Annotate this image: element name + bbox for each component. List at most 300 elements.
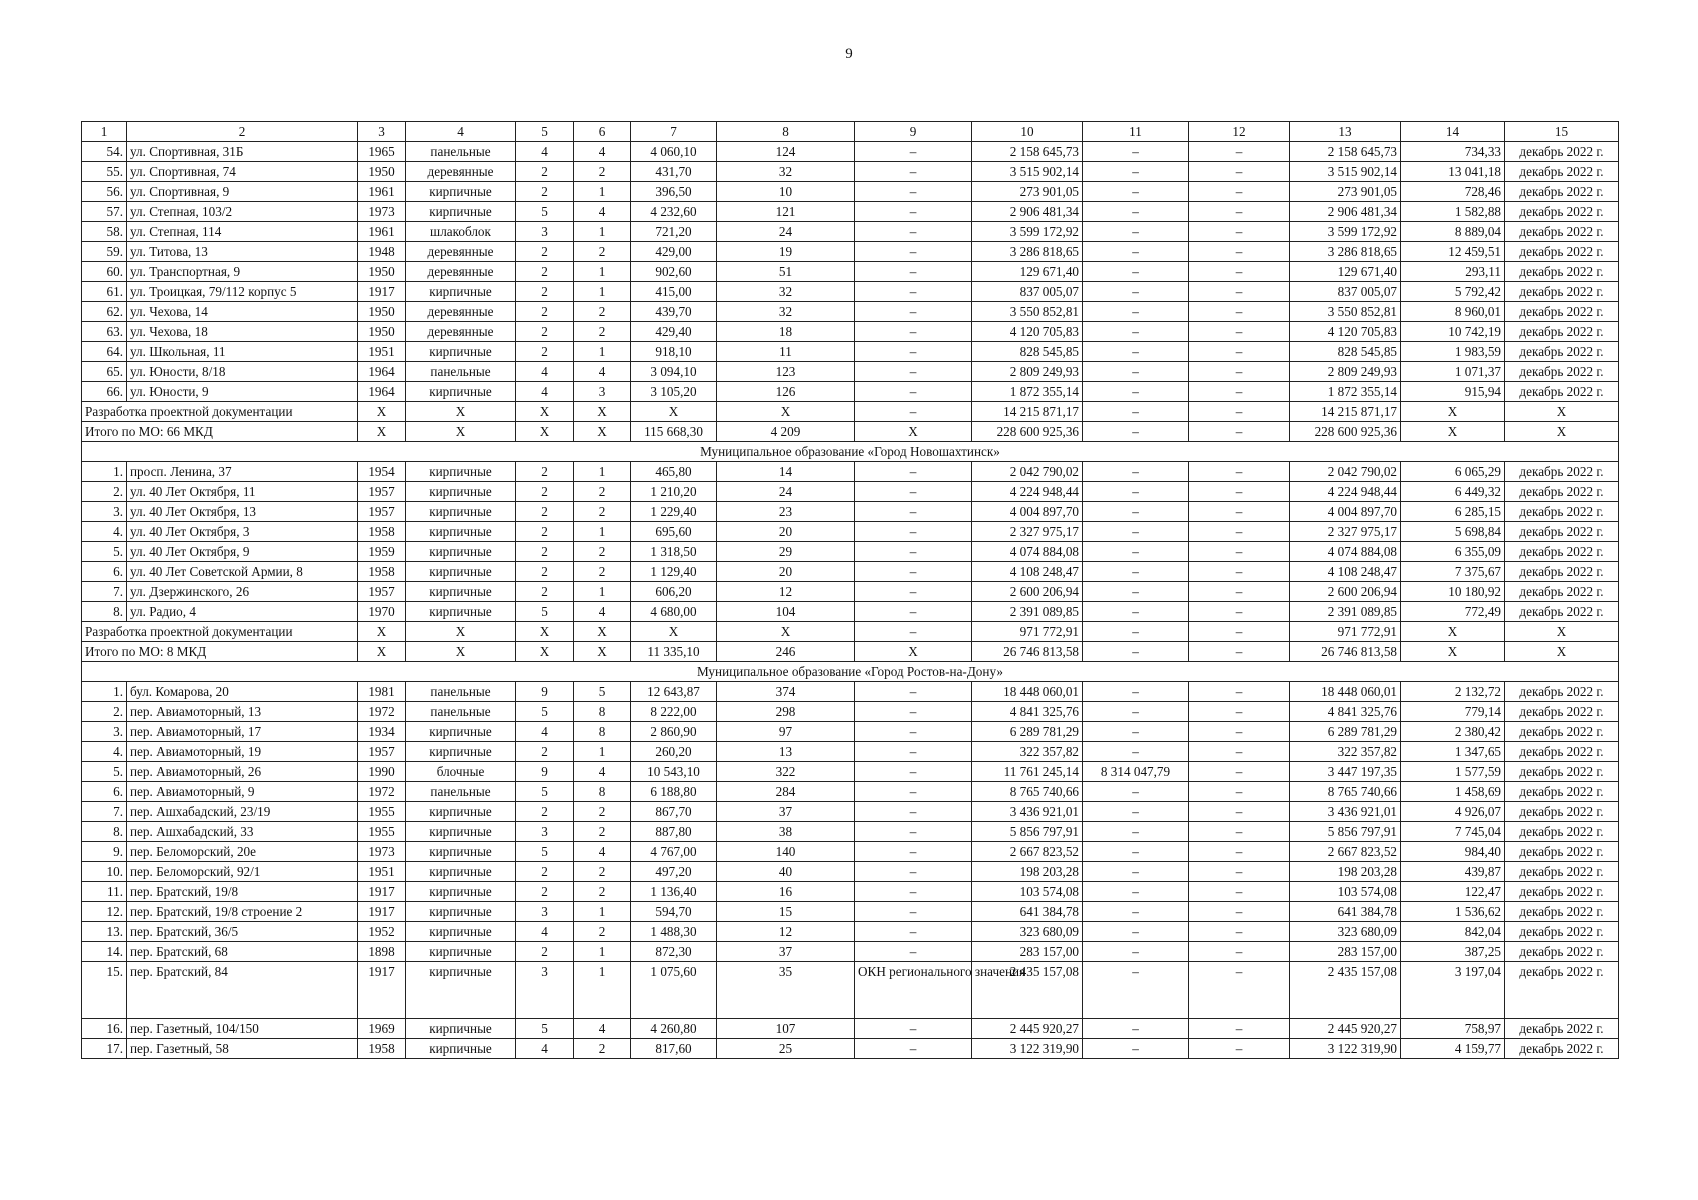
table-cell: кирпичные [406, 602, 516, 622]
table-cell: декабрь 2022 г. [1505, 162, 1619, 182]
table-cell: 3 [516, 222, 574, 242]
table-row [82, 582, 1619, 602]
table-cell: 140 [717, 842, 855, 862]
table-cell: 2 [574, 162, 631, 182]
table-cell: – [1083, 302, 1189, 322]
table-row [82, 382, 1619, 402]
table-cell: 1990 [358, 762, 406, 782]
table-row [82, 562, 1619, 582]
table-cell: 3 286 818,65 [972, 242, 1083, 262]
table-cell: 1 582,88 [1401, 202, 1505, 222]
table-cell: 867,70 [631, 802, 717, 822]
table-cell: ОКН регионального значения [855, 962, 972, 1019]
table-cell: – [1189, 162, 1290, 182]
table-cell: 8. [82, 822, 127, 842]
table-cell: 273 901,05 [1290, 182, 1401, 202]
table-row [82, 222, 1619, 242]
table-cell: ул. Спортивная, 74 [127, 162, 358, 182]
summary-label: Разработка проектной документации [82, 402, 358, 422]
table-cell: 1917 [358, 882, 406, 902]
table-cell: 2 [516, 522, 574, 542]
table-cell: декабрь 2022 г. [1505, 522, 1619, 542]
table-cell: декабрь 2022 г. [1505, 882, 1619, 902]
column-number-header: 2 [127, 122, 358, 142]
table-cell: 8. [82, 602, 127, 622]
table-cell: 1 318,50 [631, 542, 717, 562]
table-cell: 7. [82, 582, 127, 602]
table-cell: 1917 [358, 962, 406, 1019]
table-cell: 2 042 790,02 [1290, 462, 1401, 482]
table-cell: Х [855, 422, 972, 442]
table-cell: 11 [717, 342, 855, 362]
table-cell: 2 [516, 802, 574, 822]
table-cell: 3 105,20 [631, 382, 717, 402]
table-cell: – [1189, 282, 1290, 302]
table-cell: 1 347,65 [1401, 742, 1505, 762]
table-cell: 3 [574, 382, 631, 402]
table-cell: 1950 [358, 262, 406, 282]
table-cell: Х [574, 622, 631, 642]
table-cell: – [1083, 562, 1189, 582]
table-cell: 1 872 355,14 [972, 382, 1083, 402]
table-cell: декабрь 2022 г. [1505, 502, 1619, 522]
table-row [82, 802, 1619, 822]
table-cell: ул. Юности, 8/18 [127, 362, 358, 382]
table-cell: 4 [574, 762, 631, 782]
column-number-header: 14 [1401, 122, 1505, 142]
table-cell: 4 004 897,70 [1290, 502, 1401, 522]
table-cell: Х [717, 402, 855, 422]
table-cell: – [1189, 962, 1290, 1019]
table-cell: декабрь 2022 г. [1505, 942, 1619, 962]
table-cell: 283 157,00 [1290, 942, 1401, 962]
table-cell: деревянные [406, 302, 516, 322]
table-cell: 54. [82, 142, 127, 162]
summary-row [82, 402, 1619, 422]
table-cell: 6 188,80 [631, 782, 717, 802]
table-cell: 1 577,59 [1401, 762, 1505, 782]
table-row [82, 742, 1619, 762]
section-header-row [82, 442, 1619, 462]
table-cell: 2 [574, 302, 631, 322]
table-cell: 695,60 [631, 522, 717, 542]
table-cell: 4 [516, 142, 574, 162]
table-cell: 115 668,30 [631, 422, 717, 442]
table-cell: 1965 [358, 142, 406, 162]
table-cell: 3 197,04 [1401, 962, 1505, 1019]
table-cell: Х [631, 402, 717, 422]
table-cell: 872,30 [631, 942, 717, 962]
municipality-heading: Муниципальное образование «Город Ростов-на-Дону» [82, 662, 1619, 682]
table-cell: – [855, 802, 972, 822]
table-cell: 2 [516, 742, 574, 762]
table-cell: 1958 [358, 562, 406, 582]
table-cell: – [1189, 382, 1290, 402]
table-cell: 3 [516, 902, 574, 922]
table-cell: – [1083, 542, 1189, 562]
table-cell: 2 [516, 262, 574, 282]
table-cell: 3 [516, 962, 574, 1019]
table-cell: – [1083, 422, 1189, 442]
table-cell: кирпичные [406, 962, 516, 1019]
table-cell: 1. [82, 462, 127, 482]
table-cell: 14 [717, 462, 855, 482]
table-cell: 66. [82, 382, 127, 402]
table-cell: 40 [717, 862, 855, 882]
table-cell: блочные [406, 762, 516, 782]
table-row [82, 362, 1619, 382]
table-cell: 65. [82, 362, 127, 382]
table-cell: 1957 [358, 742, 406, 762]
table-cell: 3 094,10 [631, 362, 717, 382]
table-cell: 13 [717, 742, 855, 762]
table-cell: ул. 40 Лет Октября, 11 [127, 482, 358, 502]
table-cell: 4 [574, 142, 631, 162]
table-cell: декабрь 2022 г. [1505, 782, 1619, 802]
table-cell: кирпичные [406, 282, 516, 302]
table-cell: пер. Газетный, 104/150 [127, 1019, 358, 1039]
table-cell: 62. [82, 302, 127, 322]
table-cell: декабрь 2022 г. [1505, 762, 1619, 782]
table-cell: 4 767,00 [631, 842, 717, 862]
table-cell: 4 224 948,44 [972, 482, 1083, 502]
table-cell: 1 075,60 [631, 962, 717, 1019]
table-cell: 2 [574, 922, 631, 942]
table-cell: кирпичные [406, 462, 516, 482]
table-cell: 3 515 902,14 [1290, 162, 1401, 182]
table-cell: 439,70 [631, 302, 717, 322]
table-cell: 56. [82, 182, 127, 202]
table-cell: пер. Авиамоторный, 17 [127, 722, 358, 742]
table-cell: ул. 40 Лет Октября, 9 [127, 542, 358, 562]
table-cell: 4 [516, 722, 574, 742]
table-cell: 8 [574, 702, 631, 722]
table-cell: кирпичные [406, 862, 516, 882]
table-cell: кирпичные [406, 502, 516, 522]
table-cell: 283 157,00 [972, 942, 1083, 962]
table-row [82, 902, 1619, 922]
table-cell: 2 [516, 582, 574, 602]
table-cell: 594,70 [631, 902, 717, 922]
table-cell: 5 856 797,91 [1290, 822, 1401, 842]
table-cell: Х [516, 402, 574, 422]
table-cell: 1934 [358, 722, 406, 742]
table-cell: декабрь 2022 г. [1505, 222, 1619, 242]
table-cell: 323 680,09 [1290, 922, 1401, 942]
table-cell: декабрь 2022 г. [1505, 382, 1619, 402]
column-number-header: 7 [631, 122, 717, 142]
table-cell: 1954 [358, 462, 406, 482]
table-cell: декабрь 2022 г. [1505, 962, 1619, 1019]
table-cell: – [855, 182, 972, 202]
table-cell: 12 [717, 582, 855, 602]
table-cell: 2 [574, 322, 631, 342]
table-cell: кирпичные [406, 562, 516, 582]
column-number-header: 4 [406, 122, 516, 142]
table-cell: 6. [82, 562, 127, 582]
summary-label: Итого по МО: 8 МКД [82, 642, 358, 662]
table-cell: – [1189, 802, 1290, 822]
table-cell: – [1083, 942, 1189, 962]
table-cell: – [1083, 802, 1189, 822]
table-cell: Х [1505, 622, 1619, 642]
table-cell: 2 [516, 462, 574, 482]
table-cell: кирпичные [406, 202, 516, 222]
table-cell: 3 599 172,92 [1290, 222, 1401, 242]
table-cell: 4 120 705,83 [972, 322, 1083, 342]
table-cell: 1957 [358, 482, 406, 502]
table-cell: 817,60 [631, 1039, 717, 1059]
table-cell: ул. Дзержинского, 26 [127, 582, 358, 602]
table-cell: 4 926,07 [1401, 802, 1505, 822]
table-cell: 5 [574, 682, 631, 702]
table-cell: – [1189, 942, 1290, 962]
table-cell: декабрь 2022 г. [1505, 802, 1619, 822]
table-cell: 35 [717, 962, 855, 1019]
table-cell: – [1189, 882, 1290, 902]
table-cell: 734,33 [1401, 142, 1505, 162]
table-cell: 14. [82, 942, 127, 962]
table-cell: 1 983,59 [1401, 342, 1505, 362]
summary-row [82, 422, 1619, 442]
table-cell: кирпичные [406, 342, 516, 362]
table-cell: – [1083, 682, 1189, 702]
table-cell: ул. Спортивная, 31Б [127, 142, 358, 162]
table-cell: – [1189, 562, 1290, 582]
table-row [82, 182, 1619, 202]
table-cell: 126 [717, 382, 855, 402]
table-cell: 3 122 319,90 [972, 1039, 1083, 1059]
table-cell: 2 906 481,34 [1290, 202, 1401, 222]
table-cell: – [1083, 782, 1189, 802]
table-cell: 5 698,84 [1401, 522, 1505, 542]
table-cell: – [1083, 862, 1189, 882]
table-cell: 3 286 818,65 [1290, 242, 1401, 262]
table-cell: декабрь 2022 г. [1505, 702, 1619, 722]
housing-registry-table [81, 121, 1619, 1059]
table-cell: ул. Титова, 13 [127, 242, 358, 262]
table-cell: 32 [717, 282, 855, 302]
table-cell: 18 448 060,01 [1290, 682, 1401, 702]
table-cell: просп. Ленина, 37 [127, 462, 358, 482]
table-cell: – [855, 402, 972, 422]
table-cell: – [855, 942, 972, 962]
table-cell: 9 [516, 762, 574, 782]
table-cell: – [1083, 142, 1189, 162]
table-cell: 2 860,90 [631, 722, 717, 742]
table-cell: 6. [82, 782, 127, 802]
table-cell: 1 872 355,14 [1290, 382, 1401, 402]
table-cell: декабрь 2022 г. [1505, 902, 1619, 922]
table-cell: 2 600 206,94 [1290, 582, 1401, 602]
table-cell: декабрь 2022 г. [1505, 282, 1619, 302]
table-cell: 12 [717, 922, 855, 942]
table-row [82, 702, 1619, 722]
table-cell: 1972 [358, 782, 406, 802]
table-cell: пер. Ашхабадский, 33 [127, 822, 358, 842]
table-cell: – [855, 1039, 972, 1059]
table-cell: панельные [406, 782, 516, 802]
table-cell: 6 289 781,29 [972, 722, 1083, 742]
table-cell: Х [1401, 422, 1505, 442]
table-row [82, 542, 1619, 562]
table-cell: 122,47 [1401, 882, 1505, 902]
table-row [82, 762, 1619, 782]
table-cell: кирпичные [406, 1039, 516, 1059]
table-cell: деревянные [406, 322, 516, 342]
table-cell: 7 745,04 [1401, 822, 1505, 842]
table-cell: панельные [406, 362, 516, 382]
table-cell: 4 120 705,83 [1290, 322, 1401, 342]
table-cell: 1973 [358, 842, 406, 862]
table-cell: 129 671,40 [972, 262, 1083, 282]
table-row [82, 302, 1619, 322]
table-cell: кирпичные [406, 542, 516, 562]
table-cell: 971 772,91 [972, 622, 1083, 642]
table-cell: 2 [516, 322, 574, 342]
table-cell: Х [516, 622, 574, 642]
table-cell: – [1189, 702, 1290, 722]
table-cell: 2 [516, 542, 574, 562]
table-cell: 1 458,69 [1401, 782, 1505, 802]
table-row [82, 782, 1619, 802]
table-row [82, 462, 1619, 482]
table-cell: 2 435 157,08 [972, 962, 1083, 1019]
table-cell: 17. [82, 1039, 127, 1059]
table-cell: 37 [717, 942, 855, 962]
table-cell: 1958 [358, 522, 406, 542]
column-number-header: 5 [516, 122, 574, 142]
table-cell: 107 [717, 1019, 855, 1039]
table-cell: 3 122 319,90 [1290, 1039, 1401, 1059]
table-cell: 1 [574, 942, 631, 962]
table-cell: – [1189, 522, 1290, 542]
table-cell: – [1083, 182, 1189, 202]
table-cell: – [855, 282, 972, 302]
table-cell: – [1189, 402, 1290, 422]
table-cell: – [1189, 502, 1290, 522]
table-cell: 1951 [358, 342, 406, 362]
table-cell: 4 [574, 602, 631, 622]
table-cell: 7 375,67 [1401, 562, 1505, 582]
table-cell: 1948 [358, 242, 406, 262]
table-cell: 837 005,07 [972, 282, 1083, 302]
table-cell: кирпичные [406, 1019, 516, 1039]
table-cell: 104 [717, 602, 855, 622]
table-cell: 16 [717, 882, 855, 902]
table-cell: пер. Авиамоторный, 19 [127, 742, 358, 762]
table-cell: 1. [82, 682, 127, 702]
table-row [82, 262, 1619, 282]
table-row [82, 242, 1619, 262]
table-cell: 123 [717, 362, 855, 382]
table-cell: – [855, 682, 972, 702]
table-cell: декабрь 2022 г. [1505, 302, 1619, 322]
table-cell: пер. Авиамоторный, 9 [127, 782, 358, 802]
table-cell: 1 [574, 342, 631, 362]
table-cell: 2 445 920,27 [972, 1019, 1083, 1039]
table-row [82, 202, 1619, 222]
column-number-header: 10 [972, 122, 1083, 142]
table-cell: пер. Авиамоторный, 13 [127, 702, 358, 722]
table-cell: 4 074 884,08 [1290, 542, 1401, 562]
table-cell: 322 357,82 [972, 742, 1083, 762]
table-cell: 3 436 921,01 [972, 802, 1083, 822]
table-cell: Х [574, 402, 631, 422]
table-cell: 1917 [358, 902, 406, 922]
table-cell: кирпичные [406, 882, 516, 902]
table-cell: 1950 [358, 302, 406, 322]
table-cell: – [855, 162, 972, 182]
table-cell: – [855, 502, 972, 522]
table-cell: пер. Братский, 36/5 [127, 922, 358, 942]
table-cell: – [1083, 322, 1189, 342]
table-cell: – [855, 862, 972, 882]
table-cell: шлакоблок [406, 222, 516, 242]
table-cell: 5 792,42 [1401, 282, 1505, 302]
table-cell: пер. Авиамоторный, 26 [127, 762, 358, 782]
table-cell: – [1083, 162, 1189, 182]
table-cell: декабрь 2022 г. [1505, 362, 1619, 382]
table-cell: 1 [574, 902, 631, 922]
table-cell: 4 108 248,47 [1290, 562, 1401, 582]
table-cell: 2 [516, 302, 574, 322]
table-row [82, 922, 1619, 942]
table-cell: – [1189, 822, 1290, 842]
table-cell: 14 215 871,17 [1290, 402, 1401, 422]
table-cell: 2 600 206,94 [972, 582, 1083, 602]
table-cell: – [1189, 342, 1290, 362]
table-row [82, 282, 1619, 302]
table-cell: кирпичные [406, 842, 516, 862]
table-cell: – [1083, 882, 1189, 902]
table-cell: декабрь 2022 г. [1505, 922, 1619, 942]
table-cell: – [855, 262, 972, 282]
table-cell: 887,80 [631, 822, 717, 842]
table-cell: 1961 [358, 182, 406, 202]
table-cell: 1 136,40 [631, 882, 717, 902]
table-cell: 4 209 [717, 422, 855, 442]
table-cell: 4. [82, 522, 127, 542]
table-cell: пер. Братский, 19/8 [127, 882, 358, 902]
table-cell: 13. [82, 922, 127, 942]
table-cell: 8 765 740,66 [972, 782, 1083, 802]
table-cell: 58. [82, 222, 127, 242]
table-cell: – [1083, 282, 1189, 302]
table-cell: ул. Спортивная, 9 [127, 182, 358, 202]
column-number-header: 15 [1505, 122, 1619, 142]
table-cell: – [1189, 682, 1290, 702]
table-cell: – [855, 522, 972, 542]
table-cell: 2 435 157,08 [1290, 962, 1401, 1019]
table-cell: 2 380,42 [1401, 722, 1505, 742]
table-cell: 3 599 172,92 [972, 222, 1083, 242]
table-cell: – [1083, 1039, 1189, 1059]
table-cell: 1 [574, 222, 631, 242]
table-cell: – [1189, 642, 1290, 662]
table-cell: 7. [82, 802, 127, 822]
table-cell: 5 [516, 1019, 574, 1039]
column-number-header: 11 [1083, 122, 1189, 142]
table-cell: – [1083, 902, 1189, 922]
table-cell: ул. Степная, 114 [127, 222, 358, 242]
table-cell: 1961 [358, 222, 406, 242]
table-cell: 1957 [358, 502, 406, 522]
table-cell: 5 [516, 782, 574, 802]
summary-label: Итого по МО: 66 МКД [82, 422, 358, 442]
table-cell: декабрь 2022 г. [1505, 182, 1619, 202]
table-cell: 2 667 823,52 [972, 842, 1083, 862]
